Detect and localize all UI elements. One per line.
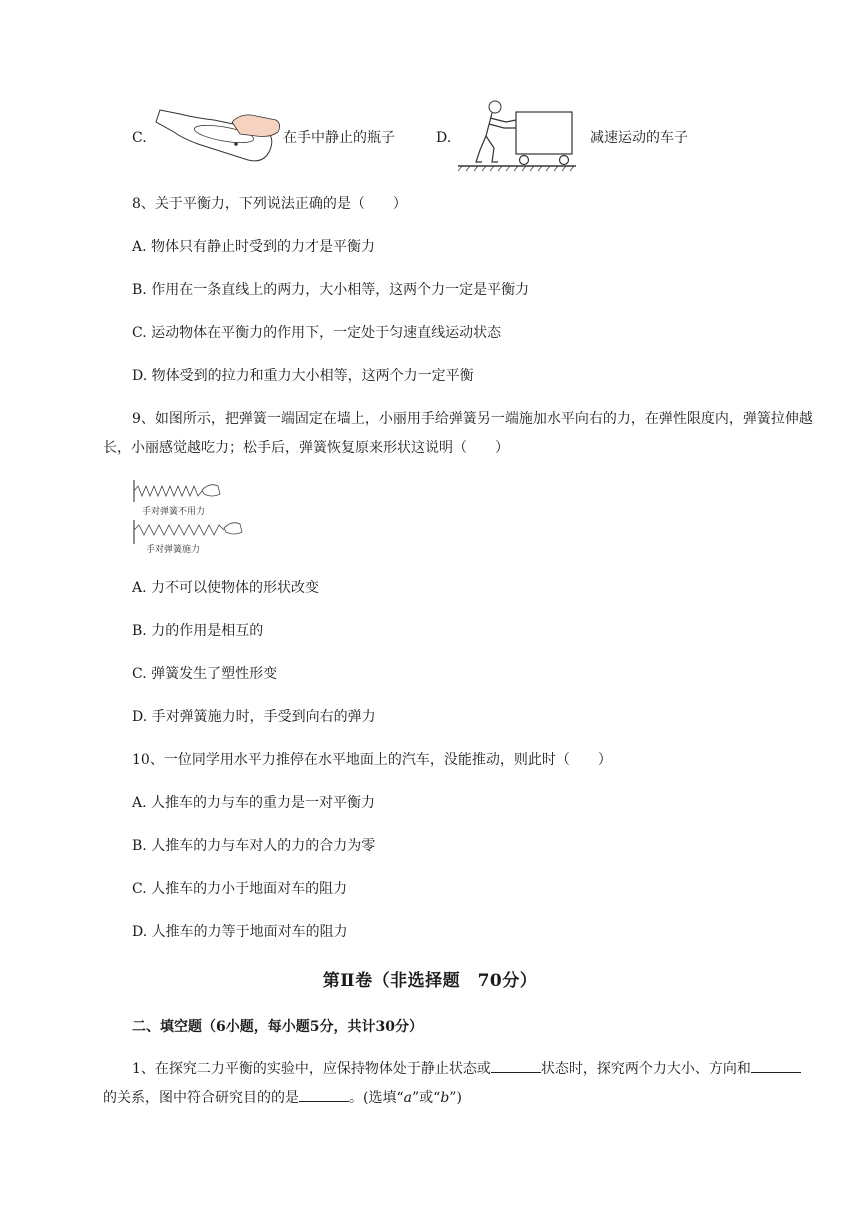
fill-q1-text-f: ”) bbox=[449, 1090, 462, 1106]
section-fill-in-heading: 二、填空题（6小题，每小题5分，共计30分） bbox=[132, 1019, 423, 1035]
option-d-caption: 减速运动的车子 bbox=[590, 130, 688, 146]
option-c-caption: 在手中静止的瓶子 bbox=[283, 130, 395, 146]
q9-option-a: A. 力不可以使物体的形状改变 bbox=[132, 580, 320, 596]
bottle-in-hand-figure bbox=[152, 104, 284, 170]
fill-q1-blank-3[interactable] bbox=[299, 1087, 349, 1102]
q8-option-d: D. 物体受到的拉力和重力大小相等，这两个力一定平衡 bbox=[132, 368, 474, 384]
q9-option-c: C. 弹簧发生了塑性形变 bbox=[132, 666, 278, 682]
fill-q1-text-b: 状态时，探究两个力大小、方向和 bbox=[540, 1061, 751, 1077]
spring-figure bbox=[130, 478, 250, 556]
fill-q1-text-a: 1、在探究二力平衡的实验中，应保持物体处于静止状态或 bbox=[132, 1061, 491, 1077]
q8-stem: 8、关于平衡力，下列说法正确的是（ ） bbox=[132, 196, 407, 212]
fill-q1 bbox=[103, 1055, 813, 1113]
option-c-label: C. bbox=[132, 130, 147, 146]
fill-q1-option-b: b bbox=[440, 1090, 450, 1106]
fill-q1-text-d: 。(选填“ bbox=[349, 1090, 404, 1106]
q10-option-b: B. 人推车的力与车对人的力的合力为零 bbox=[132, 838, 376, 854]
q9-option-d: D. 手对弹簧施力时，手受到向右的弹力 bbox=[132, 709, 376, 725]
q10-option-c: C. 人推车的力小于地面对车的阻力 bbox=[132, 881, 348, 897]
q10-option-a: A. 人推车的力与车的重力是一对平衡力 bbox=[132, 795, 376, 811]
q9-stem: 9、如图所示，把弹簧一端固定在墙上，小丽用手给弹簧另一端施加水平向右的力，在弹性限度内，弹簧拉伸越长，小丽感觉越吃力；松手后，弹簧恢复原来形状这说明（ ） bbox=[103, 411, 813, 456]
q9-option-b: B. 力的作用是相互的 bbox=[132, 623, 264, 639]
fill-q1-text-c: 的关系，图中符合研究目的的是 bbox=[103, 1090, 299, 1106]
q8-option-a: A. 物体只有静止时受到的力才是平衡力 bbox=[132, 239, 376, 255]
fill-q1-blank-2[interactable] bbox=[751, 1058, 801, 1073]
q8-option-c: C. 运动物体在平衡力的作用下，一定处于匀速直线运动状态 bbox=[132, 325, 502, 341]
fill-q1-blank-1[interactable] bbox=[491, 1058, 541, 1073]
fill-q1-option-a: a bbox=[403, 1090, 412, 1106]
part2-title: 第Ⅱ卷（非选择题 70分） bbox=[322, 971, 538, 991]
option-d-label: D. bbox=[436, 130, 452, 146]
person-pushing-cart-figure bbox=[458, 98, 576, 172]
q10-stem: 10、一位同学用水平力推停在水平地面上的汽车，没能推动，则此时（ ） bbox=[132, 752, 612, 768]
spring-label-no-force: 手对弹簧不用力 bbox=[142, 507, 206, 517]
spring-label-force: 手对弹簧施力 bbox=[146, 545, 201, 555]
q8-option-b: B. 作用在一条直线上的两力，大小相等，这两个力一定是平衡力 bbox=[132, 282, 530, 298]
q10-option-d: D. 人推车的力等于地面对车的阻力 bbox=[132, 924, 348, 940]
fill-q1-text-e: ”或“ bbox=[411, 1090, 441, 1106]
